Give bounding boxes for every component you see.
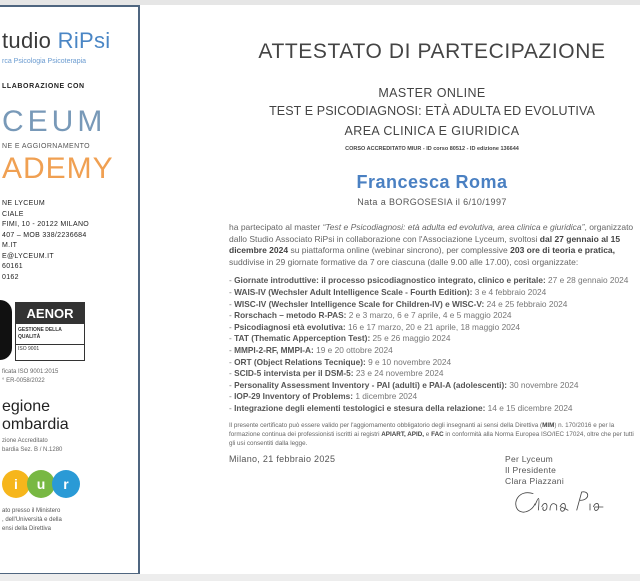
module-item: - Personality Assessment Inventory - PAI (adulti) e PAI-A (adolescenti): 30 novembre 2024 bbox=[229, 379, 579, 390]
miur-sub-line: , dell'Università e della bbox=[2, 517, 62, 523]
module-dates: 2 e 3 marzo, 6 e 7 aprile, 4 e 5 maggio 2024 bbox=[348, 310, 512, 321]
academy-logo: ADEMY bbox=[2, 152, 114, 185]
text: su piattaforma online ( bbox=[288, 245, 375, 256]
text: formative da 7 ore ciascuna (dalle 9.00 alle 17.00), così organizzate: bbox=[320, 256, 579, 267]
module-dates: 3 e 4 febbraio 2024 bbox=[474, 286, 547, 297]
text: , organizzato dallo Studio Associato RiPsi in collaborazione con l'Associazione bbox=[229, 222, 634, 244]
module-item: - SCID-5 intervista per il DSM-5: 23 e 24 novembre 2024 bbox=[229, 368, 444, 379]
regione-lombardia-logo bbox=[2, 398, 69, 434]
module-dates: 1 dicembre 2024 bbox=[355, 391, 418, 402]
module-item: - Rorschach – metodo R-PAS: 2 e 3 marzo, 6 e 7 aprile, 4 e 5 maggio 2024 bbox=[229, 310, 512, 321]
module-item: - WISC-IV (Wechsler Intelligence Scale for Children-IV) e WISC-V: 24 e 25 febbraio 2024 bbox=[229, 298, 568, 309]
aenor-iso: ISO 9001 bbox=[18, 346, 40, 352]
lyceum-logo: CEUM bbox=[2, 105, 107, 138]
signature bbox=[505, 487, 615, 517]
text: webinar sincrono), per complessive bbox=[374, 245, 511, 256]
module-item: - TAT (Thematic Apperception Test): 25 e 26 maggio 2024 bbox=[229, 333, 451, 344]
signer-org: Per Lyceum bbox=[505, 453, 554, 464]
iso-line: ° ER-0058/2022 bbox=[2, 378, 45, 384]
module-name: WISC-IV (Wechsler Intelligence Scale for Children-IV) e WISC-V: bbox=[234, 298, 485, 309]
iso-text bbox=[2, 368, 58, 386]
birth-info: Nata a BORGOSESIA il 6/10/1997 bbox=[357, 197, 507, 207]
note-text: ) n. 170/2016 e per la formazione continua dei professionisti iscritti ai registri bbox=[229, 421, 615, 438]
lyceum-tagline: NE E AGGIORNAMENTO bbox=[2, 143, 90, 150]
certificate-title: ATTESTATO DI PARTECIPAZIONE bbox=[258, 40, 606, 63]
master-label: MASTER ONLINE bbox=[378, 86, 486, 100]
note-bold: MIM bbox=[542, 421, 555, 429]
module-name: Giornate introduttive: il processo psicodiagnostico integrato, clinico e peritale: bbox=[234, 275, 546, 286]
module-name: SCID-5 intervista per il DSM-5: bbox=[234, 368, 354, 379]
accreditation-text: CORSO ACCREDITATO MIUR - ID corso 80512 - ID edizione 136644 bbox=[345, 146, 519, 152]
text: ha partecipato al master bbox=[229, 222, 323, 232]
module-dates: 9 e 10 novembre 2024 bbox=[368, 356, 452, 367]
regione-sub-line: bardia Sez. B / N.1280 bbox=[2, 447, 63, 453]
module-item: - Psicodiagnosi età evolutiva: 16 e 17 marzo, 20 e 21 aprile, 18 maggio 2024 bbox=[229, 321, 521, 332]
module-dates: 16 e 17 marzo, 20 e 21 aprile, 18 maggio 2024 bbox=[347, 321, 521, 332]
module-dates: 24 e 25 febbraio 2024 bbox=[486, 298, 568, 309]
note-text: e bbox=[424, 430, 432, 438]
certification-logo bbox=[0, 300, 12, 360]
aenor-logo bbox=[15, 302, 85, 361]
module-dates: 30 novembre 2024 bbox=[509, 379, 579, 390]
iso-line: ficata ISO 9001:2015 bbox=[2, 369, 59, 375]
certificate-body bbox=[229, 222, 635, 517]
module-name: MMPI-2-RF, MMPI-A: bbox=[234, 344, 314, 355]
module-item: - ORT (Object Relations Tecnique): 9 e 10 novembre 2024 bbox=[229, 356, 452, 367]
certificate-footer bbox=[229, 454, 635, 517]
place-date: Milano, 21 febbraio 2025 bbox=[229, 453, 336, 464]
ripsi-tagline: rca Psicologia Psicoterapia bbox=[2, 58, 87, 65]
regione-line: egione bbox=[2, 398, 51, 415]
aenor-title: AENOR bbox=[16, 303, 84, 324]
miur-logo bbox=[2, 470, 77, 498]
module-dates: 25 e 26 maggio 2024 bbox=[372, 333, 451, 344]
miur-letter: r bbox=[52, 470, 80, 498]
module-dates: 27 e 28 gennaio 2024 bbox=[548, 275, 629, 286]
module-name: Rorschach – metodo R-PAS: bbox=[234, 310, 347, 321]
ripsi-logo: tudio RiPsi bbox=[2, 28, 111, 53]
module-name: ORT (Object Relations Tecnique): bbox=[234, 356, 366, 367]
module-item: - MMPI-2-RF, MMPI-A: 19 e 20 ottobre 2024 bbox=[229, 344, 393, 355]
course-title-line1: TEST E PSICODIAGNOSI: ETÀ ADULTA ED EVOLUTIVA bbox=[269, 104, 595, 118]
regione-text bbox=[2, 437, 62, 455]
address-line: NE LYCEUM bbox=[2, 200, 46, 207]
miur-letter: i bbox=[2, 470, 30, 498]
module-item: - WAIS-IV (Wechsler Adult Intelligence Scale - Fourth Edition): 3 e 4 febbraio 2024 bbox=[229, 286, 547, 297]
signer-name: Clara Piazzani bbox=[505, 475, 565, 486]
module-name: IOP-29 Inventory of Problems: bbox=[234, 391, 354, 402]
module-item: - Integrazione degli elementi testologici e stesura della relazione: 14 e 15 dicembre 2024 bbox=[229, 402, 573, 413]
course-title-line2: AREA CLINICA E GIURIDICA bbox=[344, 124, 520, 138]
module-dates: 23 e 24 novembre 2024 bbox=[355, 368, 444, 379]
address-line: FIMI, 10 - 20122 MILANO bbox=[2, 221, 90, 228]
participation-paragraph bbox=[229, 222, 635, 268]
viewer-bottom-bar bbox=[0, 574, 640, 581]
module-list bbox=[229, 275, 635, 414]
note-text: Il presente certificato può essere valido per l'aggiornamento obbligatorio degli insegnanti ai sensi della Direttiva ( bbox=[229, 421, 543, 429]
module-name: Psicodiagnosi età evolutiva: bbox=[234, 321, 346, 332]
text: suddivise in 29 giornate bbox=[229, 256, 319, 267]
miur-text bbox=[2, 507, 62, 534]
address-line: 0162 bbox=[2, 273, 19, 281]
validity-note bbox=[229, 421, 635, 448]
regione-sub-line: zione Accreditato bbox=[2, 438, 48, 444]
module-name: WAIS-IV (Wechsler Adult Intelligence Scale - Fourth Edition): bbox=[234, 286, 473, 297]
miur-letter: u bbox=[27, 470, 55, 498]
address-line: E@LYCEUM.IT bbox=[2, 252, 54, 260]
collaboration-label: LLABORAZIONE CON bbox=[2, 83, 85, 90]
aenor-subtitle: GESTIONE DELLA QUALITÀ bbox=[16, 324, 84, 345]
course-dates: dal 27 gennaio al 15 dicembre 2024 bbox=[229, 233, 621, 256]
text: Lyceum, svoltosi bbox=[474, 233, 540, 244]
address-line: 60161 bbox=[2, 263, 23, 270]
miur-sub-line: ato presso il Ministero bbox=[2, 508, 61, 514]
module-name: Personality Assessment Inventory - PAI (adulti) e PAI-A (adolescenti): bbox=[234, 379, 508, 390]
module-name: TAT (Thematic Apperception Test): bbox=[234, 333, 371, 344]
note-bold: APIART, APID, bbox=[381, 430, 425, 438]
module-name: Integrazione degli elementi testologici e stesura della relazione: bbox=[234, 402, 486, 413]
module-dates: 14 e 15 dicembre 2024 bbox=[487, 402, 573, 413]
address-line: 407 – MOB 338/2236684 bbox=[2, 231, 87, 239]
note-text: in conformità alla Norma bbox=[443, 430, 514, 438]
note-text: Europea ISO/IEC 17024, oltre che per tutti gli usi consentiti dalla legge. bbox=[229, 430, 634, 447]
module-dates: 19 e 20 ottobre 2024 bbox=[316, 344, 393, 355]
signer-role: Il Presidente bbox=[505, 464, 557, 475]
address-line: CIALE bbox=[2, 210, 24, 218]
signer-block bbox=[505, 454, 615, 517]
miur-sub-line: ensi della Direttiva bbox=[2, 526, 52, 532]
module-item: - IOP-29 Inventory of Problems: 1 dicembre 2024 bbox=[229, 391, 418, 402]
master-title-italic: “Test e Psicodiagnosi: età adulta ed evolutiva, area clinica e giuridica” bbox=[322, 222, 585, 232]
regione-line: ombardia bbox=[2, 416, 69, 433]
address-line: M.IT bbox=[2, 242, 18, 249]
module-item: - Giornate introduttive: il processo psicodiagnostico integrato, clinico e peritale: 27 e 28 gennaio 2024 bbox=[229, 275, 629, 286]
course-hours: 203 ore di teoria e pratica, bbox=[510, 245, 616, 256]
participant-name: Francesca Roma bbox=[356, 172, 508, 192]
note-bold: FAC bbox=[431, 430, 444, 438]
address-block bbox=[2, 199, 89, 283]
